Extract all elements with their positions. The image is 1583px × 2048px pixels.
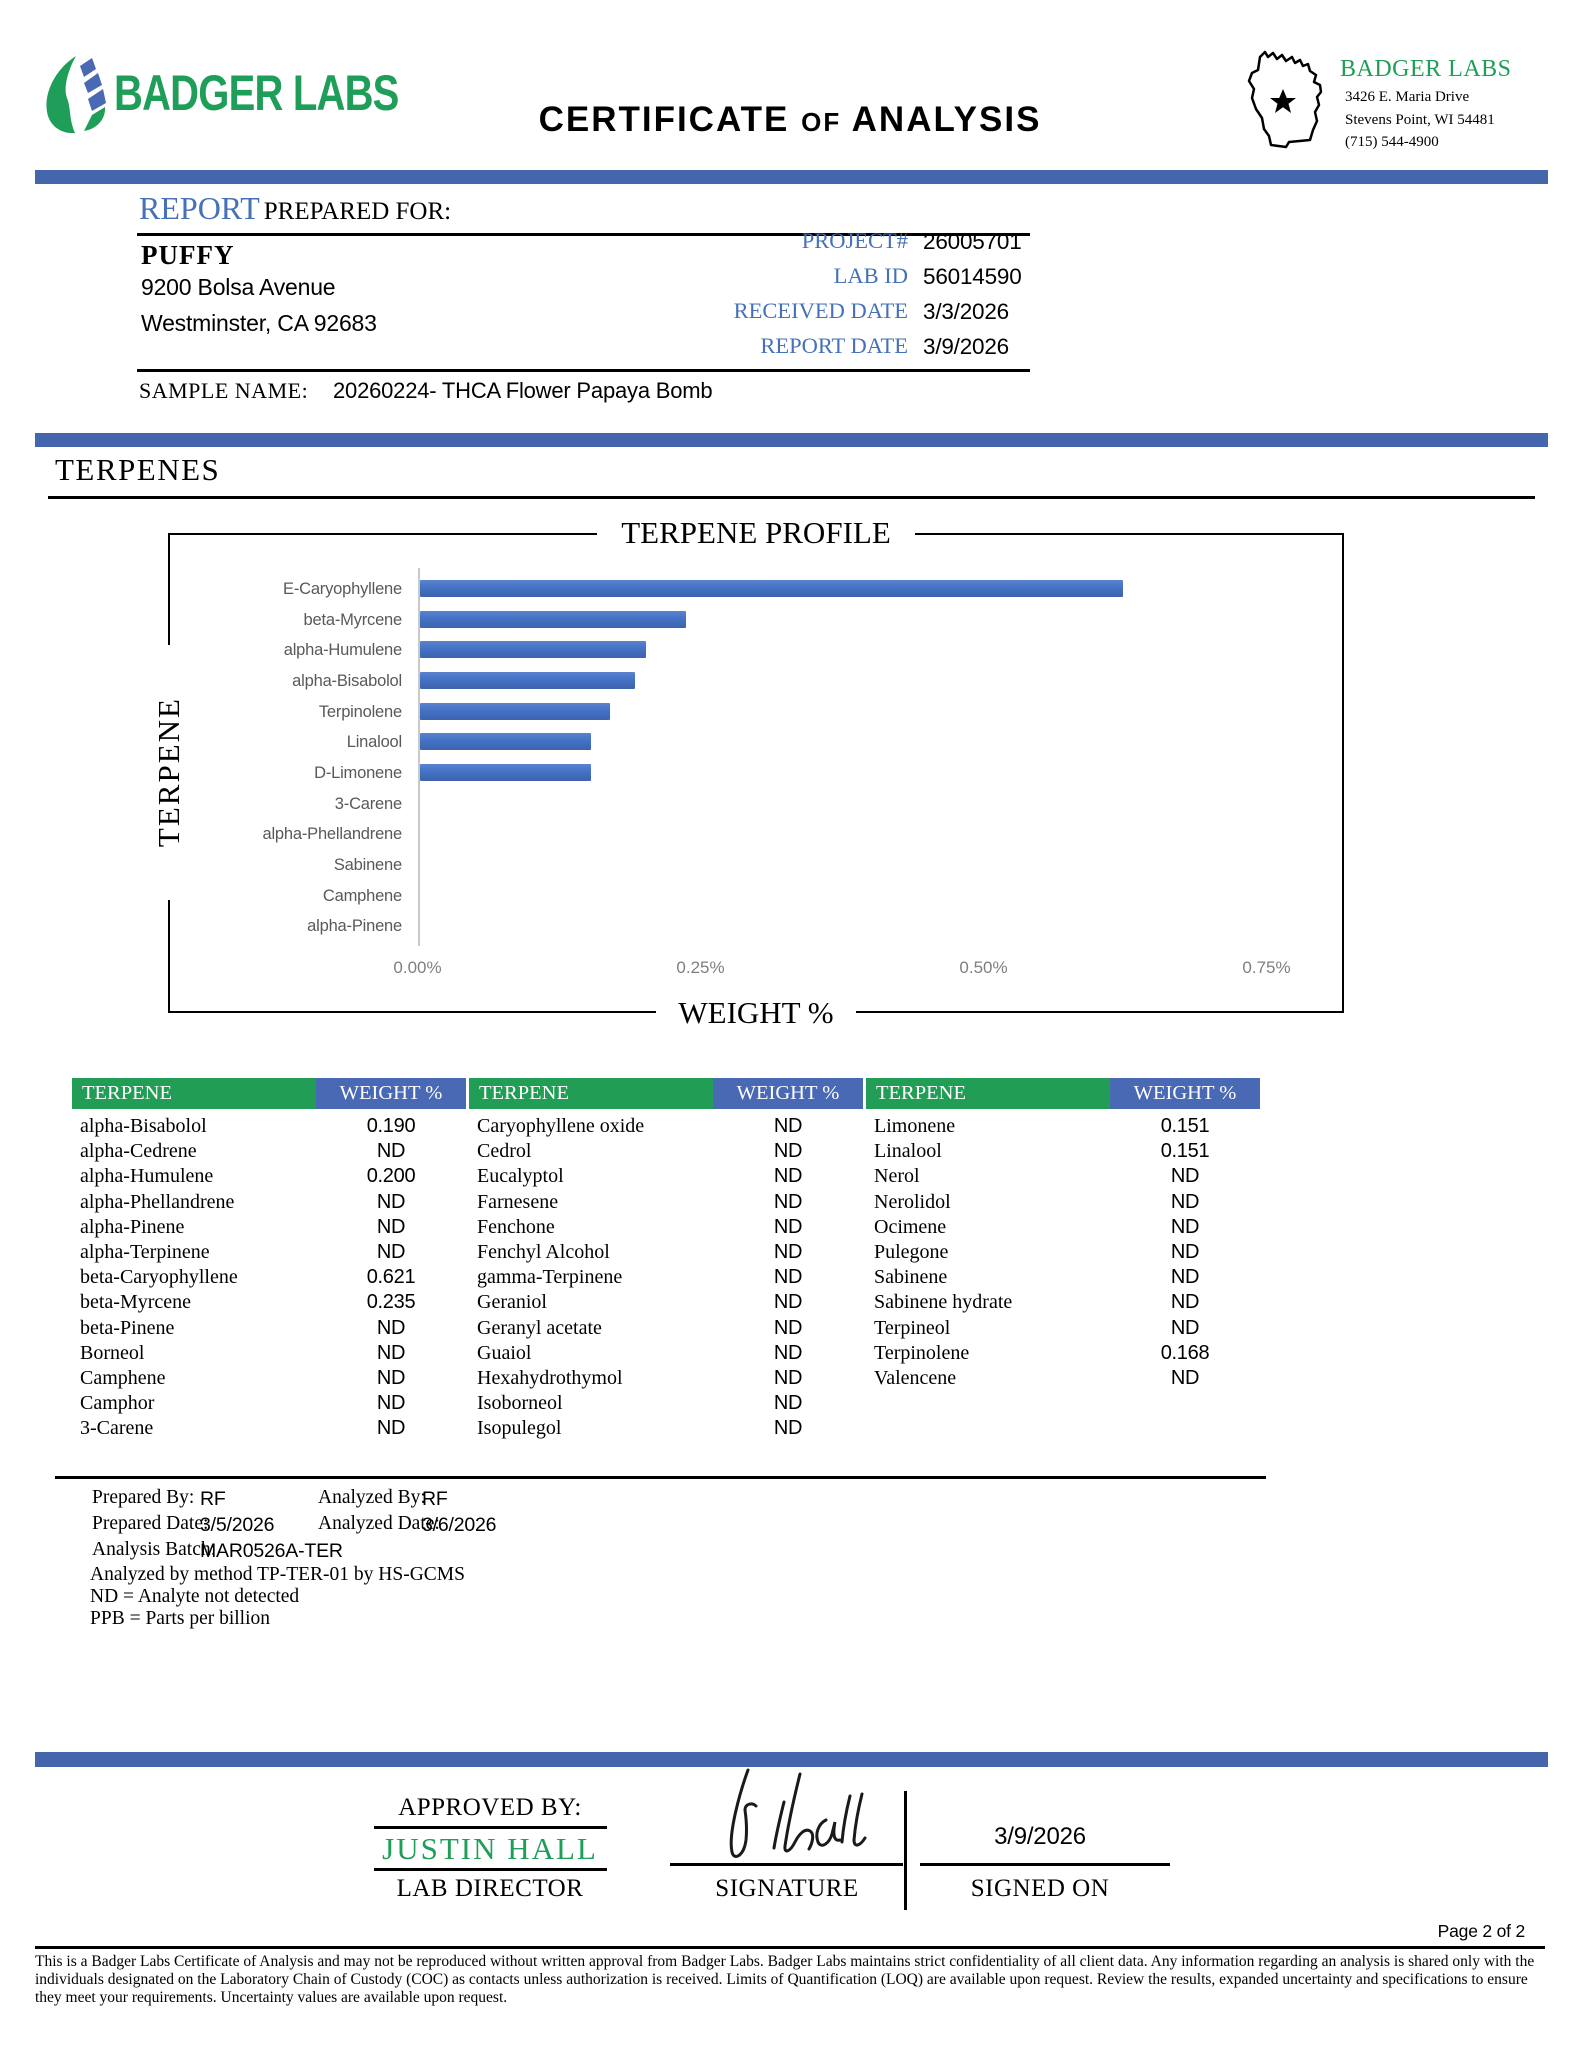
weight-value-cell: ND <box>1170 1240 1200 1263</box>
table-row <box>72 1391 1260 1416</box>
weight-value-cell: 0.621 <box>366 1266 416 1289</box>
table-row <box>72 1290 1260 1315</box>
chart-category-label: E-Caryophyllene <box>283 580 402 598</box>
weight-value-cell: ND <box>376 1366 406 1389</box>
chart-y-axis-label: TERPENE <box>147 645 191 900</box>
terpene-name-cell: beta-Pinene <box>80 1316 175 1339</box>
terpene-name-cell: Valencene <box>874 1366 957 1389</box>
weight-value-cell: ND <box>1170 1291 1200 1314</box>
client-name: PUFFY <box>141 240 235 270</box>
weight-value-cell: ND <box>1170 1165 1200 1188</box>
chart-category-label: alpha-Bisabolol <box>292 671 402 690</box>
chart-row <box>0 580 1583 598</box>
weight-value-cell: ND <box>376 1140 406 1163</box>
report-heading <box>139 190 451 227</box>
weight-value-cell: ND <box>773 1341 803 1364</box>
weight-value-cell: ND <box>376 1316 406 1339</box>
chart-category-label: alpha-Phellandrene <box>262 825 402 844</box>
weight-value-cell: 0.168 <box>1160 1341 1210 1364</box>
chart-category-label: Terpinolene <box>318 702 402 721</box>
weight-value-cell: ND <box>773 1165 803 1188</box>
terpene-name-cell: Caryophyllene oxide <box>477 1115 645 1137</box>
signature-image <box>688 1762 918 1867</box>
weight-value-cell: ND <box>773 1215 803 1238</box>
project-number-value: 26005701 <box>923 229 1022 254</box>
approved-by-rule-top <box>374 1826 607 1829</box>
client-address-line2: Westminster, CA 92683 <box>141 310 377 336</box>
weight-value-cell: 0.235 <box>366 1291 416 1314</box>
chart-bar <box>420 703 610 720</box>
weight-value-cell: ND <box>1170 1316 1200 1339</box>
weight-value-cell: ND <box>773 1140 803 1163</box>
weight-value-cell: ND <box>773 1316 803 1339</box>
chart-bar <box>420 672 635 689</box>
terpenes-section-heading: TERPENES <box>55 452 221 487</box>
prepared-date-label: Prepared Date: <box>92 1513 209 1534</box>
table-row <box>72 1215 1260 1240</box>
chart-row <box>0 856 1583 874</box>
terpene-name-cell: Sabinene <box>874 1266 948 1289</box>
terpene-name-cell: alpha-Pinene <box>80 1215 185 1238</box>
nd-note: ND = Analyte not detected <box>90 1586 300 1607</box>
chart-category-label: D-Limonene <box>314 763 402 782</box>
terpene-name-cell: Isoborneol <box>477 1392 563 1415</box>
terpene-name-cell: Linalool <box>874 1140 942 1163</box>
terpene-name-cell: Nerolidol <box>874 1190 951 1213</box>
column-header-weight-2: WEIGHT % <box>713 1078 863 1109</box>
lab-id-label: LAB ID <box>833 263 908 288</box>
terpene-name-cell: Pulegone <box>874 1240 949 1263</box>
terpene-name-cell: Hexahydrothymol <box>477 1366 623 1389</box>
prepared-by-value: RF <box>200 1488 226 1510</box>
weight-value-cell: ND <box>773 1366 803 1389</box>
terpene-name-cell: Nerol <box>874 1165 920 1188</box>
weight-value-cell: 0.200 <box>366 1165 416 1188</box>
terpene-name-cell: alpha-Phellandrene <box>80 1190 235 1213</box>
terpene-name-cell: alpha-Humulene <box>80 1165 214 1188</box>
chart-x-tick-label: 0.50% <box>959 958 1008 977</box>
chart-x-tick-label: 0.75% <box>1242 958 1291 977</box>
terpene-name-cell <box>866 1416 1110 1441</box>
table-row <box>72 1164 1260 1189</box>
terpene-name-cell: alpha-Bisabolol <box>80 1115 207 1137</box>
table-row <box>72 1190 1260 1215</box>
table-row <box>72 1366 1260 1391</box>
chart-bar <box>420 611 686 628</box>
column-header-terpene-3: TERPENE <box>866 1078 1110 1109</box>
chart-row <box>0 703 1583 721</box>
weight-value-cell: ND <box>773 1417 803 1440</box>
weight-value-cell: 0.190 <box>366 1115 416 1137</box>
weight-value-cell: ND <box>1170 1266 1200 1289</box>
prepared-for-word: PREPARED FOR: <box>263 198 452 225</box>
page-title <box>470 100 1110 140</box>
chart-category-label: beta-Myrcene <box>303 610 402 629</box>
chart-bar <box>420 733 591 750</box>
results-table-header <box>72 1078 1260 1109</box>
terpene-name-cell: Isopulegol <box>477 1417 562 1440</box>
signed-on-label: SIGNED ON <box>970 1875 1110 1902</box>
lab-id-value: 56014590 <box>923 264 1022 289</box>
terpene-results-table <box>72 1078 1260 1441</box>
terpene-name-cell: Guaiol <box>477 1341 532 1364</box>
analysis-batch-value: MAR0526A-TER <box>200 1540 343 1562</box>
chart-category-label: 3-Carene <box>334 794 402 813</box>
signature-label: SIGNATURE <box>715 1875 859 1902</box>
terpene-name-cell: Terpineol <box>874 1316 951 1339</box>
lab-address <box>1345 86 1495 154</box>
weight-value-cell: 0.151 <box>1160 1115 1210 1137</box>
title-certificate: CERTIFICATE <box>538 100 790 139</box>
terpene-name-cell: Fenchone <box>477 1215 555 1238</box>
lab-address-line2: Stevens Point, WI 54481 <box>1345 111 1495 128</box>
table-row <box>72 1341 1260 1366</box>
title-analysis: ANALYSIS <box>851 100 1042 139</box>
chart-x-tick-label: 0.25% <box>676 958 725 977</box>
terpene-name-cell: beta-Myrcene <box>80 1291 192 1314</box>
signed-on-rule <box>920 1863 1170 1866</box>
table-row <box>72 1114 1260 1139</box>
weight-value-cell: ND <box>773 1240 803 1263</box>
table-row <box>72 1139 1260 1164</box>
report-word: REPORT <box>139 190 260 226</box>
weight-value-cell: ND <box>773 1392 803 1415</box>
analyzed-by-label: Analyzed By: <box>318 1487 426 1508</box>
terpene-name-cell <box>866 1391 1110 1416</box>
terpene-name-cell: Camphor <box>80 1392 155 1415</box>
approver-name: JUSTIN HALL <box>382 1831 598 1866</box>
results-table-bottom-rule <box>55 1476 1266 1479</box>
terpene-name-cell: Fenchyl Alcohol <box>477 1240 610 1263</box>
signature-divider-line <box>904 1791 907 1910</box>
table-row <box>72 1416 1260 1441</box>
analysis-batch-label: Analysis Batch: <box>92 1539 217 1560</box>
client-address-line1: 9200 Bolsa Avenue <box>141 274 336 300</box>
chart-x-tick-label: 0.00% <box>393 958 442 977</box>
analyzed-by-value: RF <box>422 1488 448 1510</box>
wisconsin-map-icon <box>1237 48 1329 152</box>
chart-bar <box>420 641 646 658</box>
badger-labs-logo-text: BADGER LABS <box>114 65 399 121</box>
lab-name: BADGER LABS <box>1340 56 1512 82</box>
project-number-label: PROJECT# <box>801 228 908 253</box>
chart-row <box>0 795 1583 813</box>
analyzed-date-label: Analyzed Date: <box>318 1513 440 1534</box>
terpene-name-cell: Geranyl acetate <box>477 1316 602 1339</box>
terpene-name-cell: Terpinolene <box>874 1341 970 1364</box>
terpene-name-cell: Borneol <box>80 1341 145 1364</box>
chart-row <box>0 887 1583 905</box>
method-note: Analyzed by method TP-TER-01 by HS-GCMS <box>90 1564 465 1585</box>
terpene-name-cell: Limonene <box>874 1115 956 1137</box>
column-header-terpene-2: TERPENE <box>469 1078 713 1109</box>
chart-row <box>0 672 1583 690</box>
lab-phone: (715) 544-4900 <box>1345 134 1439 150</box>
table-row <box>72 1265 1260 1290</box>
received-date-value: 3/3/2026 <box>923 299 1009 324</box>
chart-category-label: alpha-Humulene <box>283 641 402 660</box>
disclaimer-text: This is a Badger Labs Certificate of Analysis and may not be reproduced without written approval from Badger Labs. Badger Labs maintains strict confidentiality of all client data. Any information regarding an analysis is shared only with the individuals designated on the Laboratory Chain of Custody (COC) as contacts unless authorization is received. Limits of Quantification (LOQ) are available upon request. Review the results, expanded uncertainty and specifications to ensure they meet your requirements. Uncertainty values are available upon request. <box>35 1953 1535 2006</box>
chart-category-label: alpha-Pinene <box>307 917 402 936</box>
approved-by-rule-bottom <box>374 1868 607 1871</box>
terpene-name-cell: Eucalyptol <box>477 1165 564 1188</box>
chart-category-label: Linalool <box>346 733 402 752</box>
weight-value-cell: ND <box>1170 1215 1200 1238</box>
terpene-name-cell: gamma-Terpinene <box>477 1266 623 1289</box>
chart-row <box>0 611 1583 629</box>
approver-role: LAB DIRECTOR <box>396 1875 584 1902</box>
signature-rule <box>670 1863 903 1866</box>
table-row <box>72 1316 1260 1341</box>
lab-address-line1: 3426 E. Maria Drive <box>1345 89 1470 105</box>
prepared-date-value: 3/5/2026 <box>200 1514 275 1536</box>
footer-rule <box>35 1946 1545 1949</box>
terpene-name-cell: 3-Carene <box>80 1417 154 1440</box>
terpene-name-cell: Geraniol <box>477 1291 547 1314</box>
ppb-note: PPB = Parts per billion <box>90 1608 271 1629</box>
report-date-value: 3/9/2026 <box>923 334 1009 359</box>
results-table-body <box>72 1114 1260 1441</box>
column-header-terpene-1: TERPENE <box>72 1078 316 1109</box>
terpenes-heading-rule <box>48 496 1535 499</box>
weight-value-cell: ND <box>773 1291 803 1314</box>
approved-by-label: APPROVED BY: <box>398 1794 582 1821</box>
terpene-name-cell: alpha-Terpinene <box>80 1240 210 1263</box>
page-number: Page 2 of 2 <box>1437 1921 1525 1941</box>
column-header-weight-3: WEIGHT % <box>1110 1078 1260 1109</box>
weight-value-cell: ND <box>376 1417 406 1440</box>
section-divider-bar <box>35 433 1548 447</box>
weight-value-cell: ND <box>1170 1190 1200 1213</box>
chart-bar <box>420 764 591 781</box>
received-date-label: RECEIVED DATE <box>733 298 908 323</box>
weight-value-cell: ND <box>1170 1366 1200 1389</box>
chart-row <box>0 641 1583 659</box>
chart-row <box>0 733 1583 751</box>
terpene-name-cell: Camphene <box>80 1366 166 1389</box>
weight-value-cell: ND <box>773 1115 803 1137</box>
chart-category-label: Camphene <box>322 886 402 905</box>
weight-value-cell: ND <box>773 1266 803 1289</box>
chart-bar <box>420 580 1123 597</box>
weight-value-cell: ND <box>376 1190 406 1213</box>
terpene-name-cell: beta-Caryophyllene <box>80 1266 238 1289</box>
report-date-label: REPORT DATE <box>760 333 908 358</box>
chart-row <box>0 764 1583 782</box>
terpene-name-cell: Sabinene hydrate <box>874 1291 1013 1314</box>
weight-value-cell: ND <box>376 1240 406 1263</box>
weight-value-cell <box>1110 1416 1260 1441</box>
terpene-name-cell: Ocimene <box>874 1215 947 1238</box>
terpene-name-cell: Farnesene <box>477 1190 559 1213</box>
terpene-name-cell: alpha-Cedrene <box>80 1140 197 1163</box>
sample-name-value: 20260224- THCA Flower Papaya Bomb <box>333 378 713 403</box>
weight-value-cell: ND <box>773 1190 803 1213</box>
badger-labs-leaf-logo-icon <box>42 56 108 134</box>
terpene-name-cell: Cedrol <box>477 1140 532 1163</box>
prepared-by-label: Prepared By: <box>92 1487 195 1508</box>
chart-row <box>0 825 1583 843</box>
analyzed-date-value: 3/6/2026 <box>422 1514 497 1536</box>
weight-value-cell: 0.151 <box>1160 1140 1210 1163</box>
chart-category-label: Sabinene <box>333 855 402 874</box>
chart-x-axis-label: WEIGHT % <box>546 995 966 1031</box>
header-divider-bar <box>35 170 1548 184</box>
table-row <box>72 1240 1260 1265</box>
weight-value-cell: ND <box>376 1215 406 1238</box>
signed-on-date: 3/9/2026 <box>994 1823 1086 1850</box>
sample-name-rule <box>137 369 1030 372</box>
title-of: OF <box>801 107 842 137</box>
weight-value-cell: ND <box>376 1392 406 1415</box>
column-header-weight-1: WEIGHT % <box>316 1078 466 1109</box>
sample-name-label: SAMPLE NAME: <box>139 378 309 403</box>
chart-title: TERPENE PROFILE <box>546 515 966 551</box>
weight-value-cell <box>1110 1391 1260 1416</box>
weight-value-cell: ND <box>376 1341 406 1364</box>
chart-row <box>0 917 1583 935</box>
